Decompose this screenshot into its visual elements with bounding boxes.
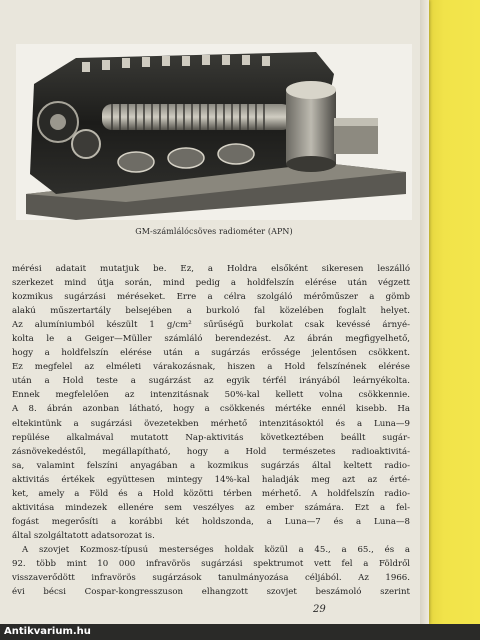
text-line: évi bécsi Cospar-kongresszuson elhangzott szovjet beszámoló szerint <box>12 587 410 598</box>
text-line: A szovjet Kozmosz-típusú mesterséges holdak közül a 45., a 65., és a <box>22 544 410 555</box>
text-line: mérési adatait mutatjuk be. Ez, a Holdra elsőként sikeresen leszálló <box>12 264 410 274</box>
text-line: után a Hold teste a sugárzást az egyik térfél irányából leárnyékolta. <box>12 376 410 387</box>
radiometer-illustration <box>16 44 412 220</box>
text-line: A 8. ábrán azonban látható, hogy a csökkenés mértéke ennél kisebb. Ha <box>12 404 410 415</box>
text-line: fogást megerősíti a korábbi két holdszonda, a Luna—7 és a Luna—8 <box>12 516 410 527</box>
body-text <box>12 262 410 599</box>
text-line: Ennek megfelelően az intenzitásnak 50%-kal kellett volna csökkennie. <box>12 390 410 401</box>
text-line: kolta le a Geiger—Müller számláló berendezést. Az ábrán megfigyelhető, <box>12 334 410 345</box>
text-line: kozmikus sugárzási méréseket. Erre a célra szolgáló mérőműszer a gömb <box>12 292 410 303</box>
text-line: aktivitás értékek együttesen mintegy 14%-kal haladják meg azt az érté- <box>12 474 410 485</box>
text-line: zásnövekedéstől, megállapítható, hogy a Hold természetes radioaktivitá- <box>12 446 410 457</box>
text-line: repülése alkalmával mutatott Nap-aktivitás következtében beállt sugár- <box>12 432 410 443</box>
text-line: alakú műszertartály belsejében a burkoló fal közelében foglalt helyet. <box>12 306 410 317</box>
text-line: szerkezet mind útja során, mind pedig a holdfelszín elérése után végzett <box>12 278 410 289</box>
text-line: ket, amely a Föld és a Hold közötti térben mérhető. A holdfelszín radio- <box>12 488 410 499</box>
text-line: 92. több mint 10 000 infravörös sugárzási spektrumot vett fel a Földről <box>12 558 410 569</box>
text-line: sa, valamint felszíni anyagában a kozmikus sugárzás által keltett radio- <box>12 460 410 471</box>
radiometer-photo <box>16 44 412 220</box>
page-edge <box>420 0 429 624</box>
page-number: 29 <box>313 604 326 615</box>
text-line: által szolgáltatott adatsorozat is. <box>12 530 155 541</box>
book-cover-edge <box>420 0 480 640</box>
watermark: Antikvarium.hu <box>4 626 91 637</box>
text-line: aktivitása mindezek ellenére sem veszélyes az ember számára. Ezt a fel- <box>12 502 410 513</box>
text-line: eltekintünk a sugárzási övezetekben mérhető intenzitásoktól és a Luna—9 <box>12 418 410 429</box>
text-line: hogy a holdfelszín elérése után a sugárzás erőssége jelentősen csökkent. <box>12 348 410 359</box>
text-line: Ez megfelel az elméleti várakozásnak, hiszen a Hold felszínének elérése <box>12 362 410 373</box>
figure-caption: GM-számlálócsöves radiométer (APN) <box>135 227 293 236</box>
text-line: visszaverődött infravörös sugárzások tanulmányozása céljából. Az 1966. <box>12 573 410 584</box>
text-line: Az alumíniumból készült 1 g/cm² sűrűségű burkolat csak kevéssé árnyé- <box>12 320 410 331</box>
